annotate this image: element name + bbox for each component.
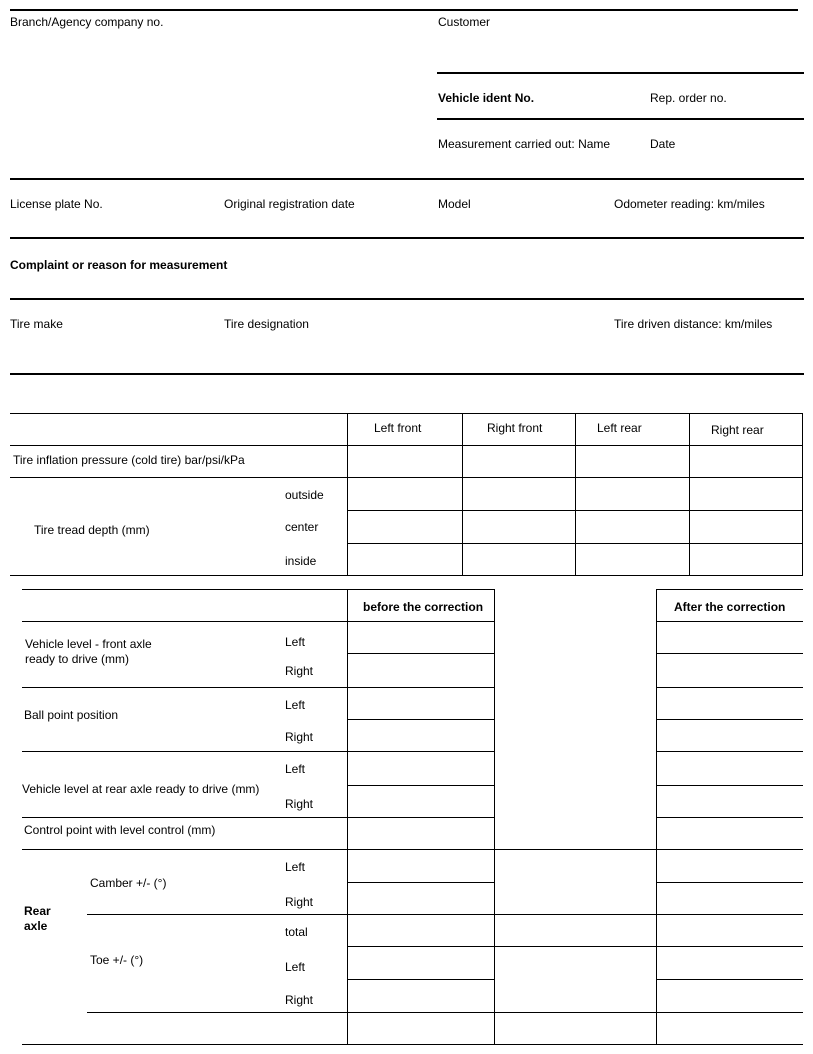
branch-label: Branch/Agency company no. — [10, 15, 164, 29]
customer-rule — [437, 72, 804, 74]
complaint-rule — [10, 298, 804, 300]
ball-point-left: Left — [285, 698, 306, 712]
tread-label: Tire tread depth (mm) — [34, 523, 150, 537]
measurement-name-label: Measurement carried out: Name — [438, 137, 611, 151]
front-level-right: Right — [285, 664, 314, 678]
rear-axle-label-line2: axle — [24, 919, 48, 933]
complaint-label: Complaint or reason for measurement — [10, 258, 228, 272]
ball-point-right: Right — [285, 730, 314, 744]
front-level-label-line1: Vehicle level - front axle — [25, 637, 152, 651]
toe-label: Toe +/- (°) — [90, 953, 144, 967]
rear-level-label: Vehicle level at rear axle ready to drive (mm) — [22, 782, 260, 796]
rear-level-left: Left — [285, 762, 306, 776]
vehicle-ident-rule — [437, 118, 804, 120]
top-rule — [10, 9, 798, 11]
rep-order-label: Rep. order no. — [650, 91, 727, 105]
front-level-left: Left — [285, 635, 306, 649]
toe-right: Right — [285, 993, 314, 1007]
vehicle-rule — [10, 237, 804, 239]
date-label: Date — [650, 137, 676, 151]
after-correction-header: After the correction — [674, 600, 786, 614]
odometer-label: Odometer reading: km/miles — [614, 197, 765, 211]
camber-label: Camber +/- (°) — [90, 876, 167, 890]
header-bottom-rule — [10, 178, 804, 180]
tread-center: center — [285, 520, 319, 534]
model-label: Model — [438, 197, 471, 211]
tread-inside: inside — [285, 554, 317, 568]
toe-total: total — [285, 925, 308, 939]
before-correction-header: before the correction — [363, 600, 484, 614]
customer-label: Customer — [438, 15, 491, 29]
toe-left: Left — [285, 960, 306, 974]
pressure-label: Tire inflation pressure (cold tire) bar/psi/kPa — [13, 453, 245, 467]
col-left-rear: Left rear — [597, 421, 642, 435]
tread-outside: outside — [285, 488, 324, 502]
tire-designation-label: Tire designation — [224, 317, 309, 331]
col-right-front: Right front — [487, 421, 543, 435]
ball-point-label: Ball point position — [24, 708, 119, 722]
col-left-front: Left front — [374, 421, 422, 435]
front-level-label-line2: ready to drive (mm) — [25, 652, 130, 666]
camber-right: Right — [285, 895, 314, 909]
license-label: License plate No. — [10, 197, 103, 211]
rear-level-right: Right — [285, 797, 314, 811]
rear-axle-label-line1: Rear — [24, 904, 51, 918]
orig-reg-label: Original registration date — [224, 197, 355, 211]
vehicle-ident-label: Vehicle ident No. — [438, 91, 535, 105]
col-right-rear: Right rear — [711, 423, 764, 437]
tire-make-label: Tire make — [10, 317, 63, 331]
control-point-label: Control point with level control (mm) — [24, 823, 216, 837]
camber-left: Left — [285, 860, 306, 874]
tire-rule — [10, 373, 804, 375]
tire-driven-label: Tire driven distance: km/miles — [614, 317, 773, 331]
